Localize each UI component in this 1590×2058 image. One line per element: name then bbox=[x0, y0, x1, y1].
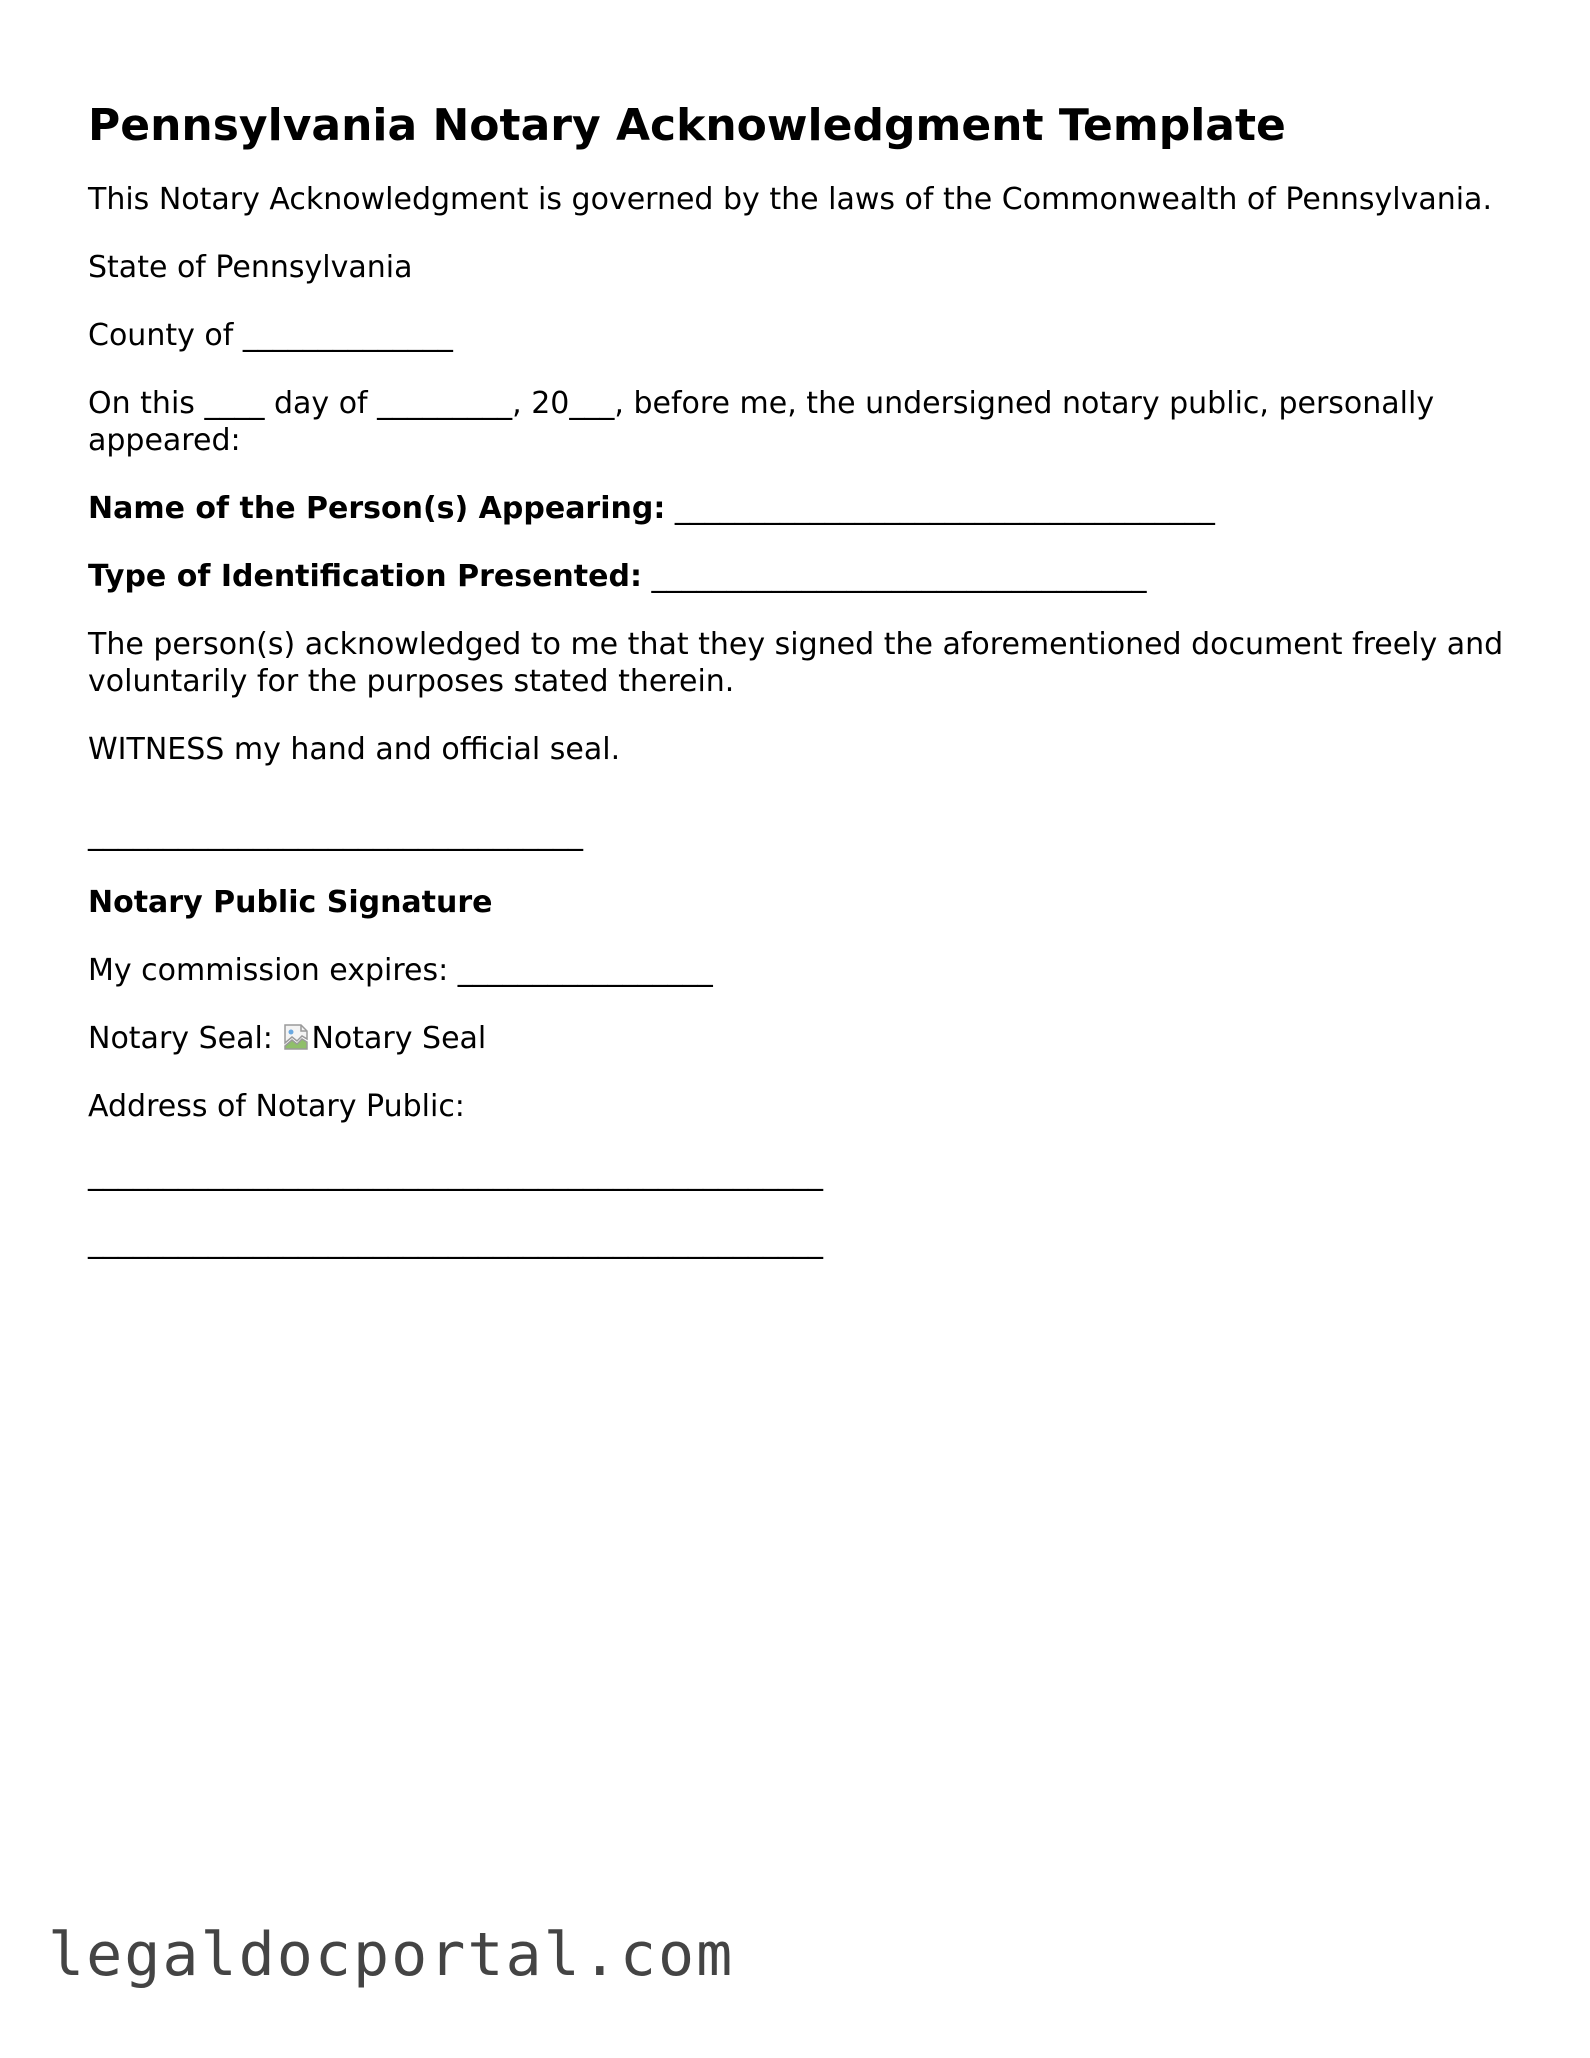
appearance-paragraph: On this ____ day of _________, 20___, before me, the undersigned notary public, personally appeared: bbox=[88, 385, 1435, 458]
state-line: State of Pennsylvania bbox=[88, 249, 413, 285]
watermark-text: legaldocportal.com bbox=[48, 1920, 735, 1990]
signature-label: Notary Public Signature bbox=[88, 884, 493, 920]
notary-seal-image bbox=[282, 1020, 486, 1057]
address-line-2: _________________________________________________ bbox=[88, 1224, 823, 1260]
acknowledgment-paragraph: The person(s) acknowledged to me that they signed the aforementioned document freely and voluntarily for the purposes stated therein. bbox=[88, 626, 1504, 699]
identification-field bbox=[88, 558, 1508, 595]
document-title: Pennsylvania Notary Acknowledgment Template bbox=[88, 100, 1286, 151]
name-field bbox=[88, 490, 1508, 527]
seal-alt-text: Notary Seal bbox=[311, 1020, 487, 1056]
name-label: Name of the Person(s) Appearing: bbox=[88, 490, 666, 526]
commission-line: My commission expires: _________________ bbox=[88, 952, 713, 988]
identification-label: Type of Identification Presented: bbox=[88, 558, 642, 594]
signature-line: _________________________________ bbox=[88, 816, 583, 852]
county-line: County of ______________ bbox=[88, 317, 453, 353]
address-label: Address of Notary Public: bbox=[88, 1088, 465, 1124]
intro-paragraph: This Notary Acknowledgment is governed by the laws of the Commonwealth of Pennsylvania. bbox=[88, 181, 1492, 217]
identification-blank: _________________________________ bbox=[651, 558, 1147, 594]
witness-line: WITNESS my hand and official seal. bbox=[88, 731, 621, 767]
broken-image-icon bbox=[282, 1023, 310, 1051]
notary-seal-row bbox=[88, 1020, 1508, 1057]
seal-label: Notary Seal: bbox=[88, 1020, 273, 1056]
address-line-1: _________________________________________________ bbox=[88, 1156, 823, 1192]
document-page bbox=[88, 100, 1508, 1292]
name-blank: ____________________________________ bbox=[674, 490, 1215, 526]
